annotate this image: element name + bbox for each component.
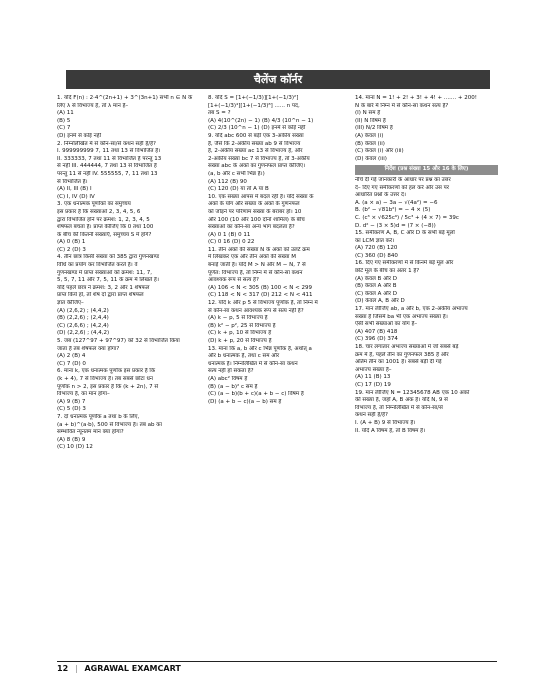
col1-line: (C) 7 [57,125,71,132]
col3-line: I. (A + B) 9 से विभाज्य है। [355,419,416,426]
col1-line: (k + 4), 7 से विभाज्य है। तब सबसे छोटा धन [57,375,153,382]
col3-line: (A) 407 (B) 418 [355,328,398,335]
col2-line: (A) k − p, 5 से विभाज्य है [208,315,268,322]
col1-line: (B) 5 [57,117,71,124]
col1-line: 5. जब (127^97 + 97^97) को 32 से विभाजित किया [57,338,180,344]
col1-line: (A) II, III (B) I [57,186,92,193]
col1-line: विभाज्य है, का मान होगा– [57,391,110,398]
col1-line: से विभाजित है। [57,178,88,185]
col2-line: संख्याओं का कौन-सा अन्य भाग बदलता है? [208,224,295,231]
col3-line: आधारित प्रश्नों के उत्तर दें। [355,192,406,199]
col2-line: (C) (a − b)(b + c)(a + b − c) विषम है [208,391,304,398]
col3-line: (B) केवल (ii) [355,140,385,147]
col1-line: 7. दो धनात्मक पूर्णांक a तथा b के लिए, [57,413,140,420]
col1-line: (D) (2,2,6) ; (4,4,2) [57,330,110,337]
col3-line: विभाज्य है, तो निम्नलिखित में से कौन-सा/से [355,404,443,411]
col1-line: (A) 2 (B) 4 [57,353,86,360]
col1-line: पूर्णांक n > 2, इस प्रकार है कि (k + 2n), 7 से [57,383,159,390]
col3-line: (C) केवल A और D [355,290,398,297]
col3-line: क्रम में है, पहले तीन का गुणनफल 385 है और [355,351,449,358]
col3-line: 14. माना N = 1! + 2! + 3! + 4! + ....... + 200! [355,95,477,101]
col1-line: (D) इनमें से कोई नहीं [57,132,102,139]
col3-line: (B) केवल A और B [355,283,397,290]
col2-line: (A) 4(10^(2n) − 1) (B) 4/3 (10^n − 1) [208,117,314,124]
col3-line: (II) N विषम है [355,117,386,124]
col2-line: 11. तीन अंकों की संख्या N के अंकों को उलटे क्रम [208,246,310,253]
col2-line: (A) 106 < N < 305 (B) 100 < N < 299 [208,284,313,291]
col3-line: (A) केवल B और D [355,275,397,282]
col3-line: (C) केवल (i) और (iii) [355,148,404,155]
footer-brand: AGRAWAL EXAMCART [84,664,181,673]
col1-line: II. 333333, 7 तथा 11 से विभाजित है परन्तु 13 [57,155,162,162]
col3-line: (I) N सम है [355,110,381,117]
col3-line: (D) केवल A, B और D [355,298,405,305]
col1-line: (A) 0 (B) 1 [57,239,86,246]
col1-line: 2. निम्नलिखित में से कौन-सा/से कथन सही है/हैं? [57,140,156,147]
footer-separator: | [74,664,78,673]
col3-line: 15. समीकरण A, B, C और D के सभी बड़े मूलों [355,230,455,237]
col1-line: I. 999999999 7, 11 तथा 13 से विभाजित है। [57,148,161,155]
col1-line: (A) 11 [57,110,74,117]
col1-line: विधि का प्रयोग कर विभाजित करते हैं। वे [57,262,138,269]
col2-line: (a, b और c सभी भिन्न हैं।) [208,170,265,177]
col2-line: (C) k + p, 10 से विभाज्य है [208,330,272,337]
column-2 [208,95,350,406]
col2-line: 12. यदि k और p 5 से विभाज्य पूर्णांक हैं, तो निम्न में [208,300,318,307]
col1-line: (C) 2 (D) 3 [57,246,86,253]
col2-line: (A) 0 1 (B) 0 11 [208,231,251,238]
col3-line: D. d² − (3 × 5)d = (7 × (−8)) [355,222,436,229]
col1-line: लिए λ से विभाज्य है, तो λ मान है– [57,102,129,109]
col2-line: 10. एक संख्या आपस में बदल रही है। यदि संख्या के [208,193,314,200]
col2-line: धनात्मक है। निम्नलिखित में से कौन-सा कथन [208,360,298,367]
col3-line: (C) 396 (D) 374 [355,336,398,343]
col2-line: आवश्यक रूप से सत्य है? [208,277,259,284]
col1-line: (C) I, IV (D) IV [57,193,95,200]
col2-line: 9. यदि abc 600 से बड़ी एक 3-अंकीय संख्या [208,132,304,139]
col2-line: [1+(−1/3)⁴][1+(−1/3)⁸] ...... n पद, [208,102,300,109]
col3-line: की संख्या है, जहाँ A, B अंक हैं। यदि N, 9 से [355,397,448,404]
col2-line: (A) abc² विषम है [208,375,248,382]
col2-line: बनाई जाती है। यदि M > N और M − N, 7 से [208,262,306,269]
col1-line: सम्भावित न्यूनतम मान क्या होगा? [57,429,124,436]
col1-line: परन्तु 11 से नहीं IV. 555555, 7, 11 तथा 13 [57,170,158,177]
col2-line: (C) 2/3 (10^n − 1) (D) इनमें से कोई नहीं [208,125,306,132]
col1-line: के बीच की कितनी संख्याएँ, समुच्चय S में होंगे? [57,231,152,238]
col1-line: (A) 9 (B) 7 [57,398,86,405]
col3-line: अभाज्य संख्या है– [355,366,392,373]
col2-line: (D) (a + b − c)(a − b) सम है [208,398,282,405]
col2-line: सत्य नहीं हो सकता है? [208,368,254,375]
col3-line: नीचे दी गई जानकारी के आधार पर प्रश्न का उत्तर [355,176,451,183]
col3-line: (A) 720 (B) 120 [355,245,398,252]
col3-line: (A) केवल (i) [355,132,384,139]
col1-line: 1. यदि F(n) : 2·4^(2n+1) + 3^(3n+1) सभी n ∈ N के [57,95,193,101]
col2-line: संख्या abc के अंकों का गुणनफल प्राप्त कीजिए। [208,163,306,170]
col2-line: (A) 112 (B) 90 [208,178,247,185]
col2-line: 13. माना कि a, b और c भिन्न पूर्णांक है, अर्थात् a [208,345,312,352]
col1-line: (C) 10 (D) 12 [57,444,93,451]
col2-line: और 100 (10 और 100 दोनों शामिल) के बीच [208,216,305,223]
col2-line: अंकों के योग और संख्या के अंकों के गुणनफल [208,201,300,208]
col1-line: 6. माना k, एक धनात्मक पूर्णांक इस प्रकार है कि [57,368,156,375]
col2-line: है, 2-अंकीय संख्या ac 13 से विभाज्य है, और [208,148,303,155]
col3-line: 16. दिए गए समीकरणों में से किनमें बड़े मूल और [355,260,454,267]
col1-line: शेषफल बचता है। प्राप्त कीजिए कि 0 तथा 100 [57,224,154,231]
col1-line: गुणनखण्ड में प्राप्त संख्याओं को क्रमश: 11, 7, [57,269,153,276]
col2-line: में लिखकर एक और तीन अंकों की संख्या M [208,254,296,261]
col3-line: (III) N/2 विषम है [355,125,393,132]
col3-line: (C) 17 (D) 19 [355,381,391,388]
col3-line: का LCM ज्ञात करें। [355,237,395,244]
col3-line: 17. मान लीजिए ab, a और b, एक 2-अंकीय अभाज्य [355,306,468,313]
col2-line: से कौन-सा कथन आवश्यक रूप से सत्य नहीं है? [208,307,304,314]
col3-line: C. (c³ × √625c⁶) / 5c³ + (4 × 7) = 39c [355,214,459,221]
col3-line: संख्या है जिसमें ba भी एक अभाज्य संख्या है। [355,313,448,320]
col1-line: (C) 7 (D) 0 [57,360,86,367]
col1-line: (a + b)^(a·b), 500 से विभाज्य है। तब ab का [57,421,162,428]
col1-line: 3. एक धनात्मक पूर्णांकों का समुच्चय [57,201,131,208]
col3-line: निर्देश (प्रश्न संख्या 15 और 16 के लिए) [355,165,498,175]
col3-line: II. यदि A विषम है, तो B विषम है। [355,427,426,434]
col1-line: (C) (2,6,6) ; (4,2,4) [57,322,109,329]
col1-line: 5, 5, 7, 11 और 7, 5, 11 के क्रम में लिखते हैं। [57,277,159,284]
col2-line: है, जैसे कि 2-अंकीय संख्या ab 9 से विभाज्य [208,140,301,147]
page-number: 12 [57,664,69,673]
col2-line: (B) (a − b)² c सम है [208,383,258,390]
col3-line: 19. मान लीजिए N = 12345678 AB एक 10 अंकों [355,389,470,396]
col2-line: पूर्णत: विभाज्य है, तो निम्न में से कौन-सा कथन [208,269,303,276]
col3-line: (A) 11 (B) 13 [355,374,391,381]
col1-line: (C) 5 (D) 3 [57,406,86,413]
col3-line: अंतिम तीन का 1001 है। सबसे बड़ी दी गई [355,359,442,366]
section-banner: चैलेंज कॉर्नर [66,70,490,89]
column-1 [57,95,203,452]
col2-line: 2-अंकीय संख्या bc 7 से विभाज्य है, तो 3-अंकीय [208,155,310,162]
col3-line: छोटे मूल के बीच का अंतर 1 है? [355,268,420,275]
col3-line: ऐसी सभी संख्याओं का योग है– [355,321,418,328]
col3-line: B. (b² − √81b²) = − 4 × (5) [355,207,431,214]
col2-line: 8. यदि S = [1+(−1/3)][1+(−1/3)²] [208,95,299,101]
col1-line: (A) (2,6,2) ; (4,4,2) [57,307,109,314]
column-3 [355,95,498,435]
col1-line: जाता है तब शेषफल क्या होगा? [57,345,120,352]
col3-line: दें– दिए गए समीकरणों को हल करें और उस पर [355,184,449,191]
col3-line: N के बारे में निम्न में से कौन-सा कथन सत्य है? [355,102,449,109]
col2-line: तब S = ? [208,110,231,117]
col1-line: यदि पहले छात्र ने क्रमश: 3, 2 और 1 शेषफल [57,284,150,291]
col2-line: (C) 120 (D) या तो A या B [208,186,269,193]
col1-line: द्वारा विभाजित होने पर क्रमश: 1, 2, 3, 4, 5 [57,216,150,223]
col2-line: (C) 0 16 (D) 0 22 [208,239,255,246]
col2-line: (C) 118 < N < 317 (D) 212 < N < 411 [208,292,313,299]
page-footer [57,661,497,676]
col2-line: (D) k + p, 20 से विभाज्य है [208,338,272,344]
col3-line: (C) 360 (D) 840 [355,252,398,259]
col1-line: इस प्रकार है कि संख्याओं 2, 3, 4, 5, 6 [57,208,141,215]
col1-line: से नहीं III. 444444, 7 तथा 13 से विभाजित है [57,163,157,170]
col1-line: ज्ञात कीजिए– [57,300,84,307]
col1-line: प्राप्त किये हों, तो शेष दो द्वारा प्राप्त शेषफल [57,292,144,299]
col3-line: A. (a × a) − 3a − √(4a²) = −6 [355,199,438,206]
col2-line: (B) k² − p², 25 से विभाज्य है [208,322,276,329]
col1-line: (A) 8 (B) 9 [57,436,86,443]
col2-line: को जोड़ने पर परिणाम संख्या के बराबर हो। 10 [208,208,302,215]
col3-line: कथन सही है/हैं? [355,412,388,419]
col2-line: और b धनात्मक हैं, तथा c सम और [208,353,280,360]
col3-line: 18. चार लगातार अभाज्य संख्याओं में जो सबसे बड़े [355,344,459,350]
col1-line: 4. तीन छात्र किसी संख्या को 385 द्वारा गुणनखण्ड [57,254,160,261]
col3-line: (D) केवल (iii) [355,155,387,162]
col1-line: (B) (2,2,6) ; (2,4,4) [57,315,109,322]
